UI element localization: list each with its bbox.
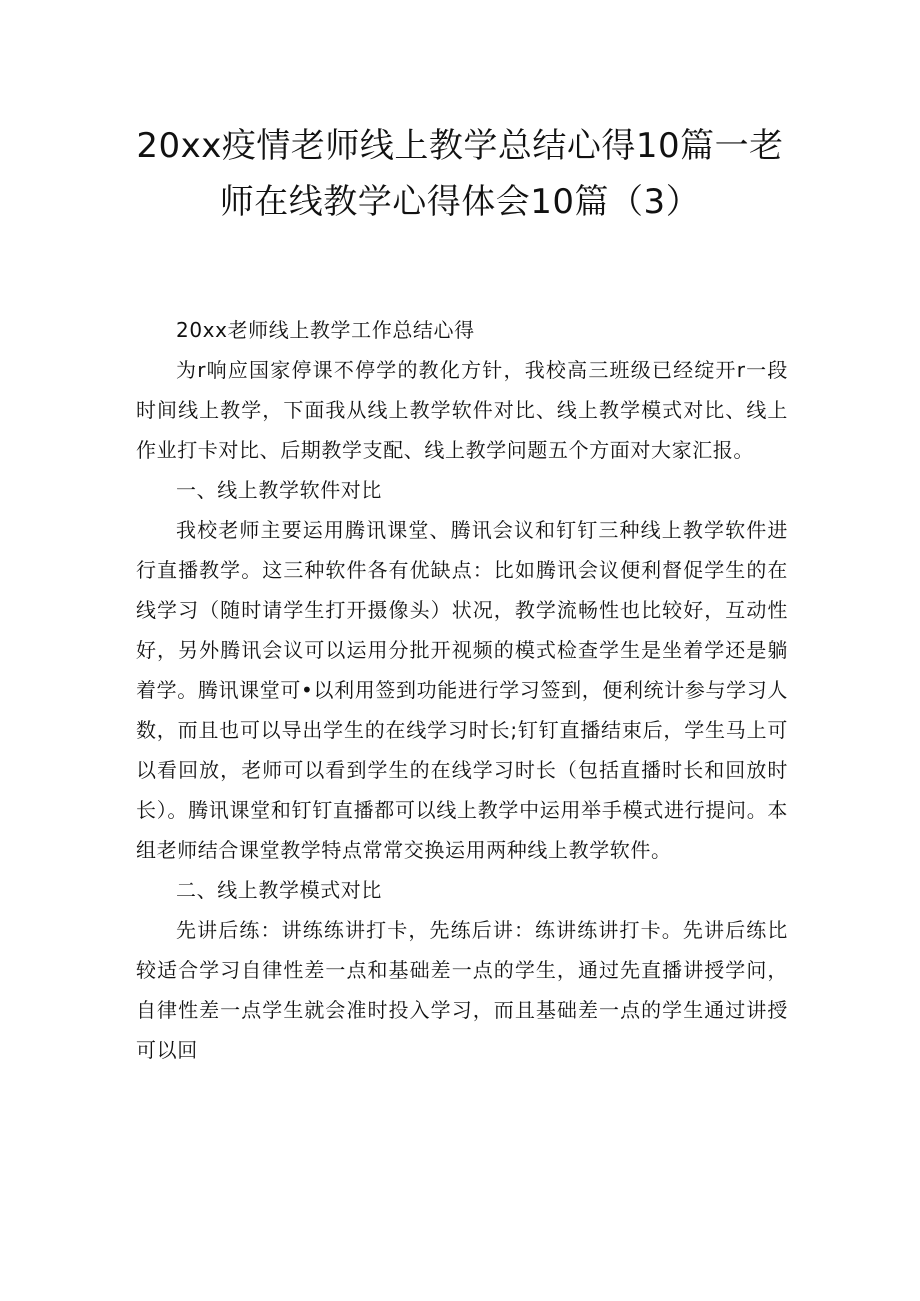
document-body	[136, 310, 788, 1070]
section-1-paragraph: 我校老师主要运用腾讯课堂、腾讯会议和钉钉三种线上教学软件进行直播教学。这三种软件各有优缺点：比如腾讯会议便利督促学生的在线学习（随时请学生打开摄像头）状况，教学流畅性也比较好，互动性好，另外腾讯会议可以运用分批开视频的模式检查学生是坐着学还是躺着学。腾讯课堂可•以利用签到功能进行学习签到，便利统计参与学习人数，而且也可以导出学生的在线学习时长;钉钉直播结束后，学生马上可以看回放，老师可以看到学生的在线学习时长（包括直播时长和回放时长）。腾讯课堂和钉钉直播都可以线上教学中运用举手模式进行提问。本组老师结合课堂教学特点常常交换运用两种线上教学软件。	[136, 518, 788, 862]
document-title: 20xx疫情老师线上教学总结心得10篇一老师在线教学心得体会10篇（3）	[136, 126, 784, 222]
intro-paragraph: 为r响应国家停课不停学的教化方针，我校高三班级已经绽开r一段时间线上教学，下面我从线上教学软件对比、线上教学模式对比、线上作业打卡对比、后期教学支配、线上教学问题五个方面对大家汇报。	[136, 358, 788, 462]
section-1-heading: 一、线上教学软件对比	[176, 478, 382, 502]
document-subtitle: 20xx老师线上教学工作总结心得	[176, 318, 475, 342]
section-2-paragraph: 先讲后练：讲练练讲打卡，先练后讲：练讲练讲打卡。先讲后练比较适合学习自律性差一点和基础差一点的学生，通过先直播讲授学问，自律性差一点学生就会准时投入学习，而且基础差一点的学生通过讲授可以回	[136, 918, 788, 1062]
section-2-heading: 二、线上教学模式对比	[176, 878, 382, 902]
